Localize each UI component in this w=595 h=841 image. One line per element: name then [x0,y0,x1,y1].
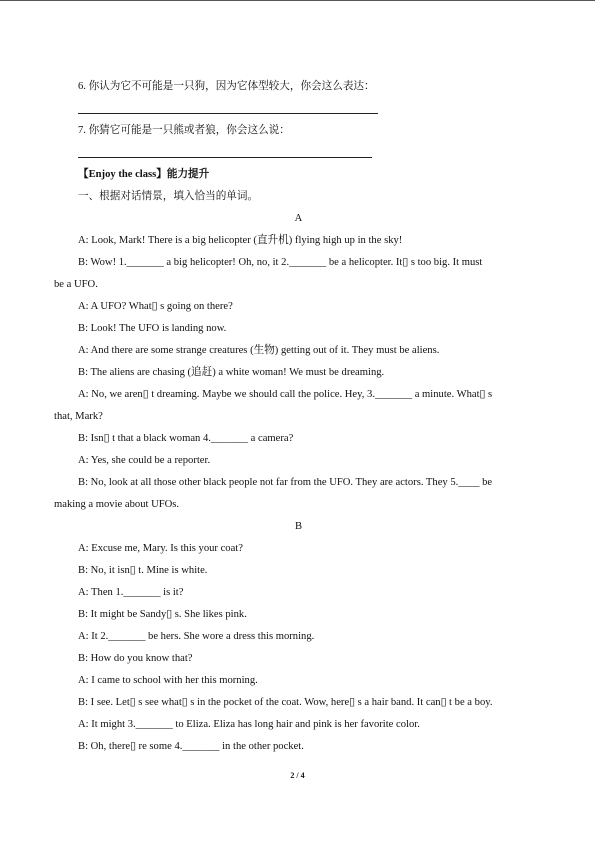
dialogue-line: B: No, it isn▯ t. Mine is white. [78,565,208,576]
dialogue-line: A: Look, Mark! There is a big helicopter (直升机) flying high up in the sky! [78,235,403,246]
question-7: 7. 你猜它可能是一只熊或者狼，你会这么说： [78,125,290,136]
dialogue-line: B: No, look at all those other black people not far from the UFO. They are actors. They 5.____ be [78,477,493,488]
dialogue-line: B: Oh, there▯ re some 4._______ in the other pocket. [78,741,304,752]
dialogue-line-continued: that, Mark? [54,411,103,422]
instruction: 一、根据对话情景，填入恰当的单词。 [78,191,259,202]
dialogue-line: B: The aliens are chasing (追赶) a white woman! We must be dreaming. [78,367,385,378]
question-6: 6. 你认为它不可能是一只狗，因为它体型较大，你会这么表达： [78,81,375,92]
section-title: 【Enjoy the class】能力提升 [78,169,210,180]
part-b-heading: B [294,521,303,532]
dialogue-line: A: And there are some strange creatures (生物) getting out of it. They must be aliens. [78,345,440,356]
answer-line-6 [78,113,378,114]
page-number: 2 / 4 [290,771,305,780]
dialogue-line: B: How do you know that? [78,653,193,664]
answer-line-7 [78,157,372,158]
dialogue-line: A: Yes, she could be a reporter. [78,455,211,466]
dialogue-line: A: I came to school with her this morning. [78,675,258,686]
dialogue-line: B: Wow! 1._______ a big helicopter! Oh, no, it 2._______ be a helicopter. It▯ s too big. It must [78,257,483,268]
dialogue-line: B: It might be Sandy▯ s. She likes pink. [78,609,247,620]
dialogue-line: A: It might 3._______ to Eliza. Eliza has long hair and pink is her favorite color. [78,719,420,730]
dialogue-line: A: No, we aren▯ t dreaming. Maybe we should call the police. Hey, 3._______ a minute. What▯ s [78,389,493,400]
dialogue-line: A: A UFO? What▯ s going on there? [78,301,233,312]
dialogue-line-continued: making a movie about UFOs. [54,499,180,510]
dialogue-line: A: It 2._______ be hers. She wore a dress this morning. [78,631,315,642]
dialogue-line: B: Look! The UFO is landing now. [78,323,227,334]
dialogue-line-continued: be a UFO. [54,279,98,290]
part-a-heading: A [294,213,303,224]
page-top-border [0,0,595,1]
dialogue-line: A: Excuse me, Mary. Is this your coat? [78,543,243,554]
dialogue-line: B: I see. Let▯ s see what▯ s in the pocket of the coat. Wow, here▯ s a hair band. It can▯ t be a boy. [78,697,493,708]
dialogue-line: B: Isn▯ t that a black woman 4._______ a camera? [78,433,294,444]
dialogue-line: A: Then 1._______ is it? [78,587,184,598]
